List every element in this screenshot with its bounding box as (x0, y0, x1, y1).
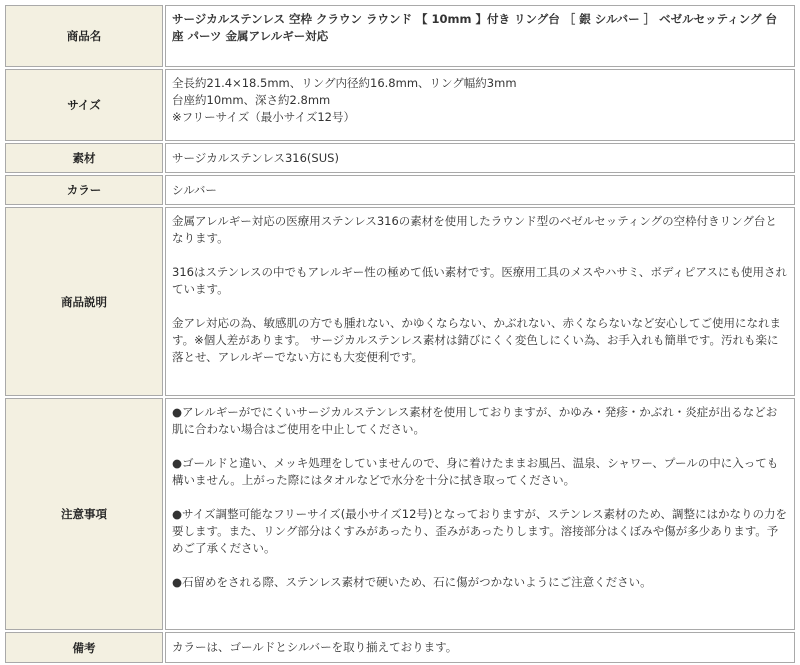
notes-paragraph: ●サイズ調整可能なフリーサイズ(最小サイズ12号)となっておりますが、ステンレス素材のため、調整にはかなりの力を要します。また、リング部分はくすみがあったり、歪みがあったりします。溶接部分はくぼみや傷が多少あります。予めご了承ください。 (172, 507, 788, 555)
label-description: 商品説明 (5, 207, 163, 396)
value-color: シルバー (165, 175, 795, 205)
label-color: カラー (5, 175, 163, 205)
description-paragraph: 金属アレルギー対応の医療用ステンレス316の素材を使用したラウンド型のベゼルセッティングの空枠付きリング台となります。 (172, 214, 777, 245)
notes-paragraph: ●石留めをされる際、ステンレス素材で硬いため、石に傷がつかないようにご注意ください。 (172, 575, 652, 589)
row-size (5, 69, 795, 141)
size-line: 全長約21.4×18.5mm、リング内径約16.8mm、リング幅約3mm (172, 76, 517, 90)
description-paragraph: 316はステンレスの中でもアレルギー性の極めて低い素材です。医療用工具のメスやハサミ、ボディピアスにも使用されています。 (172, 265, 787, 296)
row-product-name (5, 5, 795, 67)
value-size (165, 69, 795, 141)
label-notes: 注意事項 (5, 398, 163, 630)
row-notes (5, 398, 795, 630)
row-material (5, 143, 795, 173)
product-name-text: サージカルステンレス 空枠 クラウン ラウンド 【 10mm 】付き リング台 ［ 銀 シルバー ］ ベゼルセッティング 台座 パーツ 金属アレルギー対応 (172, 12, 778, 43)
size-line: ※フリーサイズ（最小サイズ12号） (172, 110, 355, 124)
value-description (165, 207, 795, 396)
value-material: サージカルステンレス316(SUS) (165, 143, 795, 173)
notes-paragraph: ●アレルギーがでにくいサージカルステンレス素材を使用しておりますが、かゆみ・発疹・かぶれ・炎症が出るなどお肌に合わない場合はご使用を中止してください。 (172, 405, 778, 436)
label-material: 素材 (5, 143, 163, 173)
product-spec-table (3, 3, 797, 665)
value-product-name (165, 5, 795, 67)
row-color (5, 175, 795, 205)
value-remarks: カラーは、ゴールドとシルバーを取り揃えております。 (165, 632, 795, 663)
row-description (5, 207, 795, 396)
row-remarks (5, 632, 795, 663)
description-paragraph: 金アレ対応の為、敏感肌の方でも腫れない、かゆくならない、かぶれない、赤くならないなど安心してご使用になれます。※個人差があります。 サージカルステンレス素材は錆びにくく変色しにくい為、お手入れも簡単です。汚れも楽に落とせ、アレルギーでない方にも大変便利です。 (172, 316, 782, 364)
value-notes (165, 398, 795, 630)
label-remarks: 備考 (5, 632, 163, 663)
label-product-name: 商品名 (5, 5, 163, 67)
label-size: サイズ (5, 69, 163, 141)
size-line: 台座約10mm、深さ約2.8mm (172, 93, 331, 107)
notes-paragraph: ●ゴールドと違い、メッキ処理をしていませんので、身に着けたままお風呂、温泉、シャワー、プールの中に入っても構いません。上がった際にはタオルなどで水分を十分に拭き取ってください。 (172, 456, 779, 487)
